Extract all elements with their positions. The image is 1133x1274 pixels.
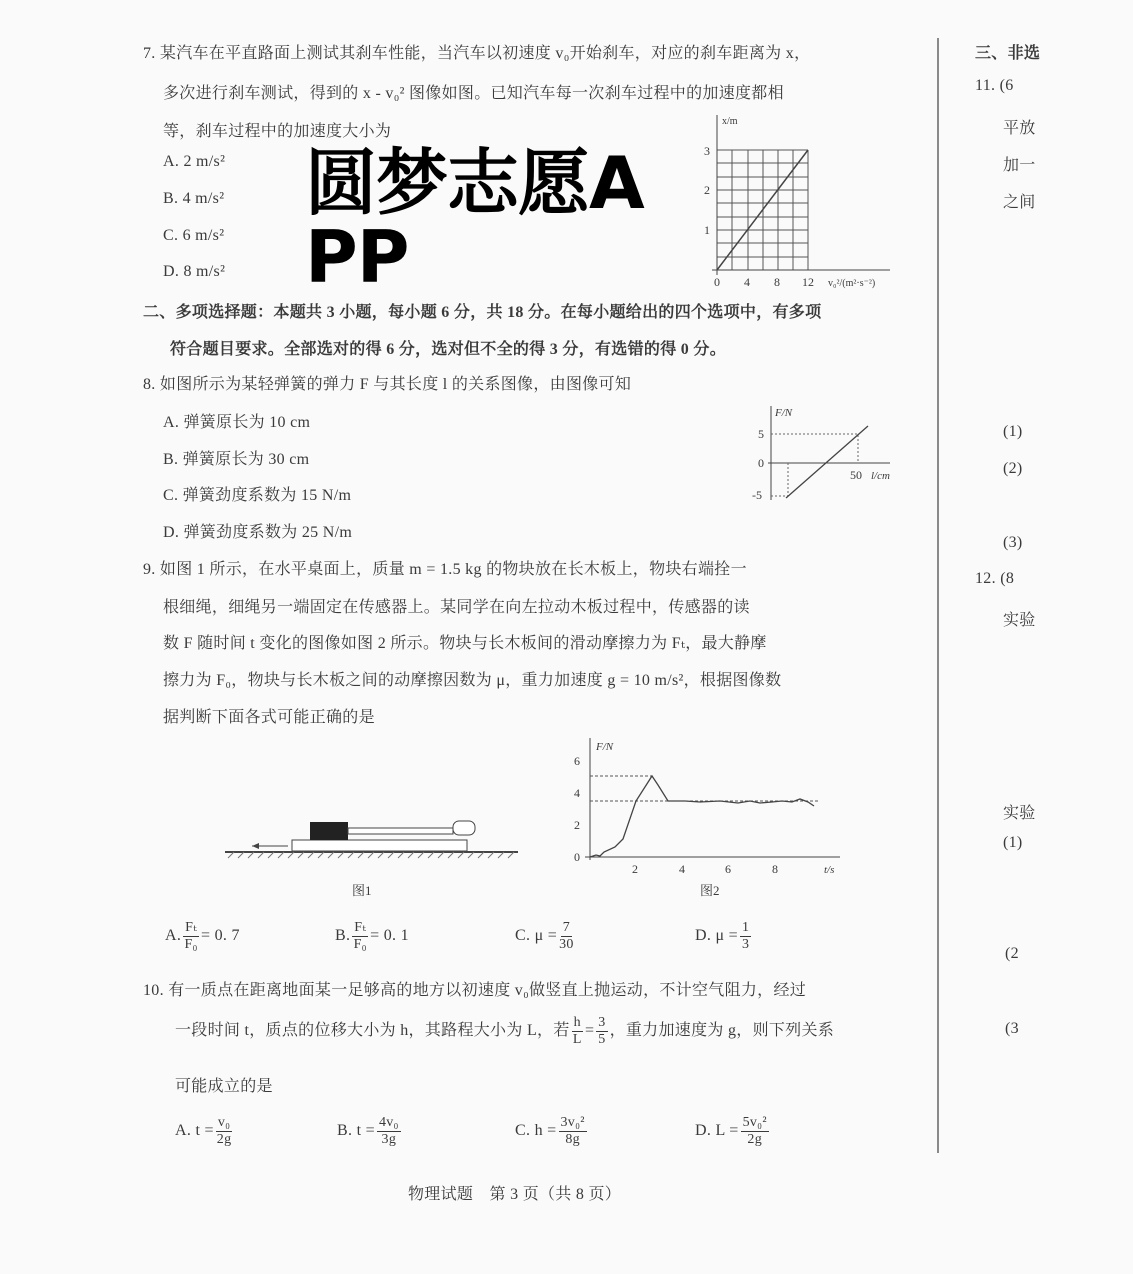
- q8-option-d: D. 弹簧劲度系数为 25 N/m: [163, 524, 353, 541]
- q7-line-1: 7. 某汽车在平直路面上测试其刹车性能，当汽车以初速度 v₀开始刹车，对应的刹车距离为 x，: [143, 45, 811, 62]
- q8-ytick: 5: [758, 427, 764, 441]
- q9-option-c: [515, 920, 576, 953]
- numerator: v₀: [217, 1115, 231, 1130]
- right-col-text: 之间: [1003, 194, 1036, 211]
- rope: [348, 828, 453, 834]
- right-col-text: 平放: [1003, 120, 1036, 137]
- q9-fig1-caption: 图1: [352, 883, 372, 898]
- numerator: 4v₀: [378, 1115, 399, 1130]
- q8-graph: [740, 400, 910, 510]
- text: ，重力加速度为 g，则下列关系: [609, 1022, 835, 1040]
- q9-ytick: 2: [574, 818, 580, 832]
- q7-xlabel: v₀²/(m²·s⁻²): [828, 278, 876, 289]
- q8-axes: [768, 406, 890, 500]
- option-label: C. μ =: [515, 927, 558, 945]
- q7-xtick: 4: [744, 275, 750, 289]
- q10-line-1: 10. 有一质点在距离地面某一足够高的地方以初速度 v₀做竖直上抛运动，不计空气阻力，经过: [143, 982, 807, 999]
- option-label: C. h =: [515, 1122, 557, 1140]
- q8-ytick: -5: [752, 488, 762, 502]
- q8-data-line: [786, 426, 868, 498]
- numerator: 5v₀²: [742, 1115, 767, 1130]
- fraction: [741, 1115, 769, 1148]
- q7-xtick: 12: [802, 275, 814, 289]
- q7-ylabel: x/m: [722, 116, 738, 127]
- q8-ylabel: F/N: [775, 407, 793, 419]
- q9-option-b: [335, 920, 409, 953]
- denominator: F₀: [353, 937, 367, 952]
- q9-fig2-caption: 图2: [700, 883, 720, 898]
- q9-xtick: 4: [679, 862, 685, 875]
- q9-option-a: [165, 920, 240, 953]
- right-col-text: 实验: [1003, 805, 1036, 822]
- column-divider: [937, 38, 939, 1153]
- q9-figure-2: [560, 735, 850, 875]
- text: 一段时间 t，质点的位移大小为 h，其路程大小为 L，若: [175, 1022, 570, 1040]
- denominator: L: [572, 1032, 582, 1047]
- q7-ytick: 2: [704, 183, 710, 197]
- denominator: F₀: [184, 937, 198, 952]
- fraction: [352, 920, 368, 953]
- right-col-text: 实验: [1003, 612, 1036, 629]
- q9-line-1: 9. 如图 1 所示，在水平桌面上，质量 m = 1.5 kg 的物块放在长木板上，物块右端拴一: [143, 561, 747, 578]
- q8-option-a: A. 弹簧原长为 10 cm: [163, 414, 311, 431]
- section2-line-1: 二、多项选择题：本题共 3 小题，每小题 6 分，共 18 分。在每小题给出的四个选项中，有多项: [143, 304, 822, 321]
- right-col-text: (1): [1003, 423, 1023, 440]
- fraction: [559, 920, 574, 953]
- q7-line-3: 等，刹车过程中的加速度大小为: [163, 123, 392, 140]
- numerator: Fₜ: [185, 920, 197, 935]
- denominator: 2g: [216, 1132, 232, 1147]
- q9-ytick: 6: [574, 754, 580, 768]
- q7-ytick: 1: [704, 223, 710, 237]
- numerator: 1: [741, 920, 750, 935]
- page-footer: 物理试题 第 3 页（共 8 页）: [408, 1186, 622, 1203]
- q7-xtick: 0: [714, 275, 720, 289]
- q9-option-d: [695, 920, 753, 953]
- numerator: h: [573, 1015, 581, 1030]
- q10-line-3: 可能成立的是: [175, 1078, 273, 1095]
- numerator: 7: [562, 920, 571, 935]
- q9-data-curve: [590, 776, 814, 857]
- right-col-text: 12. (8: [975, 570, 1015, 587]
- fraction: [740, 920, 751, 953]
- q9-guides: [590, 776, 818, 801]
- q7-option-b: B. 4 m/s²: [163, 190, 225, 207]
- right-col-text: 11. (6: [975, 77, 1014, 94]
- q8-xlabel: l/cm: [871, 470, 890, 482]
- option-label: D. L =: [695, 1122, 739, 1140]
- q9-xtick: 2: [632, 862, 638, 875]
- q8-stem: 8. 如图所示为某轻弹簧的弹力 F 与其长度 l 的关系图像，由图像可知: [143, 376, 632, 393]
- q10-line-2: [175, 1015, 834, 1048]
- q9-ytick: 0: [574, 850, 580, 864]
- q10-option-b: [337, 1115, 403, 1148]
- equals: =: [584, 1022, 595, 1040]
- q9-ytick: 4: [574, 786, 580, 800]
- option-label: B.: [335, 927, 351, 945]
- right-col-text: (3): [1003, 534, 1023, 551]
- fraction: [596, 1015, 607, 1048]
- watermark: 圆梦志愿APP: [305, 141, 644, 299]
- q9-line-5: 据判断下面各式可能正确的是: [163, 709, 375, 726]
- q9-line-3: 数 F 随时间 t 变化的图像如图 2 所示。物块与长木板间的滑动摩擦力为 Fₜ，最大静摩: [163, 635, 767, 652]
- option-value: = 0. 1: [370, 927, 409, 945]
- right-col-text: 三、非选: [975, 45, 1041, 62]
- fraction: [183, 920, 199, 953]
- numerator: 3v₀²: [560, 1115, 585, 1130]
- numerator: 3: [598, 1015, 606, 1030]
- option-label: B. t =: [337, 1122, 375, 1140]
- q8-guides: [771, 434, 858, 496]
- q8-option-b: B. 弹簧原长为 30 cm: [163, 451, 310, 468]
- q9-ylabel: F/N: [596, 741, 614, 753]
- q7-option-d: D. 8 m/s²: [163, 263, 226, 280]
- q8-option-c: C. 弹簧劲度系数为 15 N/m: [163, 487, 352, 504]
- q7-axes: [712, 115, 890, 275]
- q9-xlabel: t/s: [824, 864, 835, 875]
- q7-option-c: C. 6 m/s²: [163, 227, 225, 244]
- denominator: 2g: [747, 1132, 762, 1147]
- q10-option-d: [695, 1115, 771, 1148]
- right-col-text: (1): [1003, 834, 1023, 851]
- block: [310, 822, 348, 840]
- q9-line-2: 根细绳，细绳另一端固定在传感器上。某同学在向左拉动木板过程中，传感器的读: [163, 599, 750, 616]
- q7-graph: [700, 110, 900, 300]
- q8-ytick: 0: [758, 456, 764, 470]
- fraction: [377, 1115, 401, 1148]
- sensor: [453, 821, 475, 835]
- q10-option-c: [515, 1115, 589, 1148]
- denominator: 3: [741, 937, 750, 952]
- q10-option-a: [175, 1115, 234, 1148]
- denominator: 30: [559, 937, 574, 952]
- long-board: [292, 840, 467, 851]
- q9-xtick: 6: [725, 862, 731, 875]
- q7-ytick: 3: [704, 144, 710, 158]
- right-col-text: (2: [1005, 945, 1019, 962]
- option-label: A. t =: [175, 1122, 214, 1140]
- section2-line-2: 符合题目要求。全部选对的得 6 分，选对但不全的得 3 分，有选错的得 0 分。: [170, 341, 727, 358]
- fraction: [572, 1015, 583, 1048]
- arrow-head: [252, 843, 259, 849]
- right-col-text: (3: [1005, 1020, 1019, 1037]
- option-label: A.: [165, 927, 182, 945]
- option-value: = 0. 7: [201, 927, 240, 945]
- q7-option-a: A. 2 m/s²: [163, 153, 226, 170]
- q9-xtick: 8: [772, 862, 778, 875]
- option-label: D. μ =: [695, 927, 738, 945]
- q9-line-4: 擦力为 F₀，物块与长木板之间的动摩擦因数为 μ，重力加速度 g = 10 m/s²，根据图像数: [163, 672, 782, 689]
- denominator: 8g: [565, 1132, 580, 1147]
- numerator: Fₜ: [354, 920, 367, 935]
- q8-xtick: 50: [850, 468, 862, 482]
- denominator: 5: [598, 1032, 606, 1047]
- q7-xtick: 8: [774, 275, 780, 289]
- right-col-text: (2): [1003, 460, 1023, 477]
- right-col-text: 加一: [1003, 157, 1036, 174]
- q7-line-2: 多次进行刹车测试，得到的 x - v₀² 图像如图。已知汽车每一次刹车过程中的加速度都相: [163, 85, 784, 102]
- fraction: [216, 1115, 232, 1148]
- fraction: [559, 1115, 587, 1148]
- denominator: 3g: [381, 1132, 397, 1147]
- q9-figure-1: [220, 800, 520, 865]
